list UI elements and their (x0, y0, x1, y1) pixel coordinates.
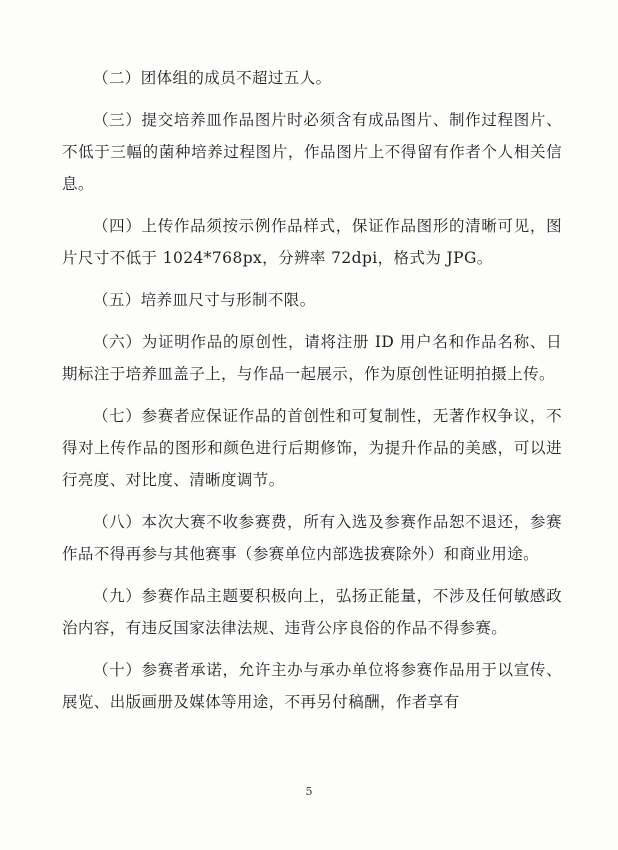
paragraph-copyright-editing: （七）参赛者应保证作品的首创性和可复制性，无著作权争议，不得对上传作品的图形和颜色进行后期修饰，为提升作品的美感，可以进行亮度、对比度、清晰度调节。 (62, 407, 562, 489)
paragraph-upload-format: （四）上传作品须按示例作品样式，保证作品图形的清晰可见，图片尺寸不低于 1024*768px，分辨率 72dpi，格式为 JPG。 (62, 217, 562, 267)
paragraph-fees-usage: （八）本次大赛不收参赛费，所有入选及参赛作品恕不退还，参赛作品不得再参与其他赛事（参赛单位内部选拔赛除外）和商业用途。 (62, 513, 562, 563)
document-body (62, 62, 562, 728)
page-number: 5 (305, 785, 313, 798)
paragraph-dish-size: （五）培养皿尺寸与形制不限。 (93, 291, 316, 309)
paragraph-image-requirements: （三）提交培养皿作品图片时必须含有成品图片、制作过程图片、不低于三幅的菌种培养过程图片，作品图片上不得留有作者个人相关信息。 (62, 111, 562, 193)
paragraph-originality-proof: （六）为证明作品的原创性，请将注册 ID 用户名和作品名称、日期标注于培养皿盖子上，与作品一起展示，作为原创性证明拍摄上传。 (62, 333, 562, 383)
paragraph-content-theme: （九）参赛作品主题要积极向上，弘扬正能量，不涉及任何敏感政治内容，有违反国家法律法规、违背公序良俗的作品不得参赛。 (62, 587, 562, 637)
paragraph-team-size: （二）团体组的成员不超过五人。 (93, 69, 332, 87)
paragraph-usage-rights: （十）参赛者承诺，允许主办与承办单位将参赛作品用于以宣传、展览、出版画册及媒体等用途，不再另付稿酬，作者享有 (62, 661, 562, 711)
